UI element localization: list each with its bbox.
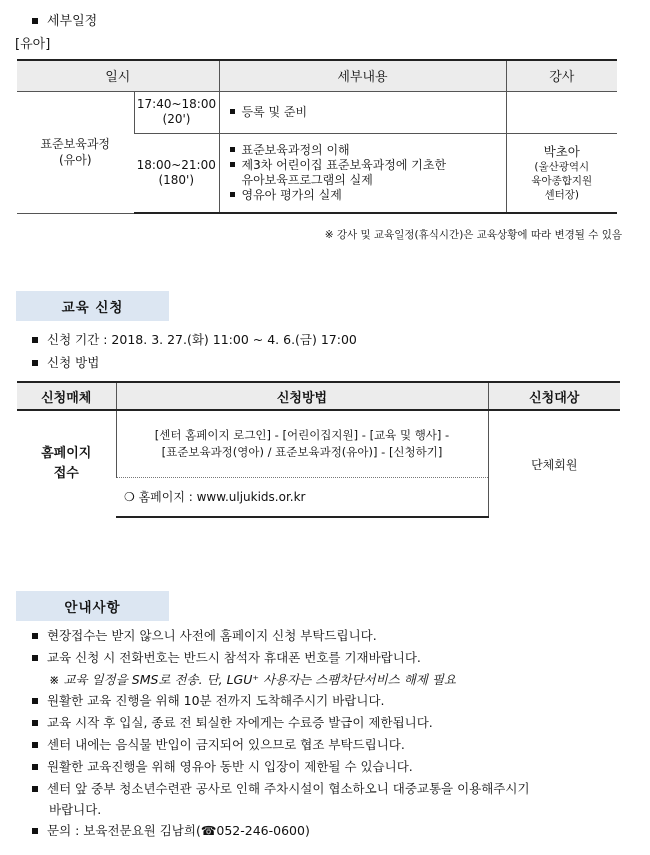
list-item-sms-note: ※ 교육 일정을 SMS로 전송. 단, LGU⁺ 사용자는 스팸차단서비스 해제 필요 xyxy=(49,672,457,687)
section-title-notice: 안내사항 xyxy=(16,591,169,621)
list-item-contact: 문의 : 보육전문요원 김남희(☎052-246-0600) xyxy=(32,820,632,842)
square-bullet-icon xyxy=(32,828,38,834)
square-bullet-icon xyxy=(230,109,235,114)
course-name: 표준보육과정 (유아) xyxy=(17,91,134,213)
square-bullet-icon xyxy=(32,337,38,343)
notice-list xyxy=(32,625,632,842)
list-item: 원활한 교육진행을 위해 영유아 동반 시 입장이 제한될 수 있습니다. xyxy=(32,756,632,778)
square-bullet-icon xyxy=(32,742,38,748)
instructor-name: 박초아 xyxy=(543,143,580,159)
list-item-continuation: 바랍니다. xyxy=(49,802,102,817)
square-bullet-icon xyxy=(32,720,38,726)
detail-schedule-heading: 세부일정 xyxy=(32,10,97,29)
col-header-instructor: 강사 xyxy=(506,60,617,91)
application-method-label: 신청 방법 xyxy=(32,353,99,371)
square-bullet-icon xyxy=(32,633,38,639)
col-header-datetime: 일시 xyxy=(17,60,219,91)
square-bullet-icon xyxy=(230,162,235,167)
square-bullet-icon xyxy=(32,698,38,704)
time-cell: 17:40~18:00 (20') xyxy=(134,91,219,133)
application-period: 신청 기간 : 2018. 3. 27.(화) 11:00 ~ 4. 6.(금) 17:00 xyxy=(32,330,357,348)
square-bullet-icon xyxy=(230,147,235,152)
details-cell: 등록 및 준비 xyxy=(219,91,506,133)
application-method: [센터 홈페이지 로그인] - [어린이집지원] - [교육 및 행사] - [표준보육과정(영아) / 표준보육과정(유아)] - [신청하기] xyxy=(116,410,488,477)
list-item: 원활한 교육 진행을 위해 10분 전까지 도착해주시기 바랍니다. xyxy=(32,690,632,712)
square-bullet-icon xyxy=(32,655,38,661)
square-bullet-icon xyxy=(32,786,38,792)
instructor-org: (울산광역시 육아종합지원 센터장) xyxy=(531,160,593,201)
square-bullet-icon xyxy=(32,18,38,24)
list-item: 센터 내에는 음식물 반입이 금지되어 있으므로 협조 부탁드립니다. xyxy=(32,734,632,756)
application-target: 단체회원 xyxy=(488,410,620,517)
instructor-cell xyxy=(506,133,617,213)
time-cell: 18:00~21:00 (180') xyxy=(134,133,219,213)
col-header-details: 세부내용 xyxy=(219,60,506,91)
col-header-method: 신청방법 xyxy=(116,382,488,410)
details-cell: 표준보육과정의 이해 제3차 어린이집 표준보육과정에 기초한 유아보육프로그램의 실제 영유아 평가의 실제 xyxy=(219,133,506,213)
square-bullet-icon xyxy=(32,360,38,366)
schedule-note: ※ 강사 및 교육일정(휴식시간)은 교육상황에 따라 변경될 수 있음 xyxy=(324,229,622,241)
homepage-link[interactable]: ❍ 홈페이지 : www.uljukids.or.kr xyxy=(116,477,488,517)
col-header-target: 신청대상 xyxy=(488,382,620,410)
square-bullet-icon xyxy=(230,192,235,197)
section-title-application: 교육 신청 xyxy=(16,291,169,321)
list-item: 센터 앞 중부 청소년수련관 공사로 인해 주차시설이 협소하오니 대중교통을 이용해주시기 xyxy=(32,778,632,799)
instructor-cell xyxy=(506,91,617,133)
square-bullet-icon xyxy=(32,764,38,770)
category-label: [유아] xyxy=(15,37,51,52)
schedule-table xyxy=(17,59,617,214)
application-medium: 홈페이지 접수 xyxy=(41,446,92,481)
col-header-medium: 신청매체 xyxy=(17,382,116,410)
application-table xyxy=(17,381,620,518)
list-item: 교육 시작 후 입실, 종료 전 퇴실한 자에게는 수료증 발급이 제한됩니다. xyxy=(32,712,632,734)
list-item: 현장접수는 받지 않으니 사전에 홈페이지 신청 부탁드립니다. xyxy=(32,625,632,647)
list-item: 교육 신청 시 전화번호는 반드시 참석자 휴대폰 번호를 기재바랍니다. xyxy=(32,647,632,669)
